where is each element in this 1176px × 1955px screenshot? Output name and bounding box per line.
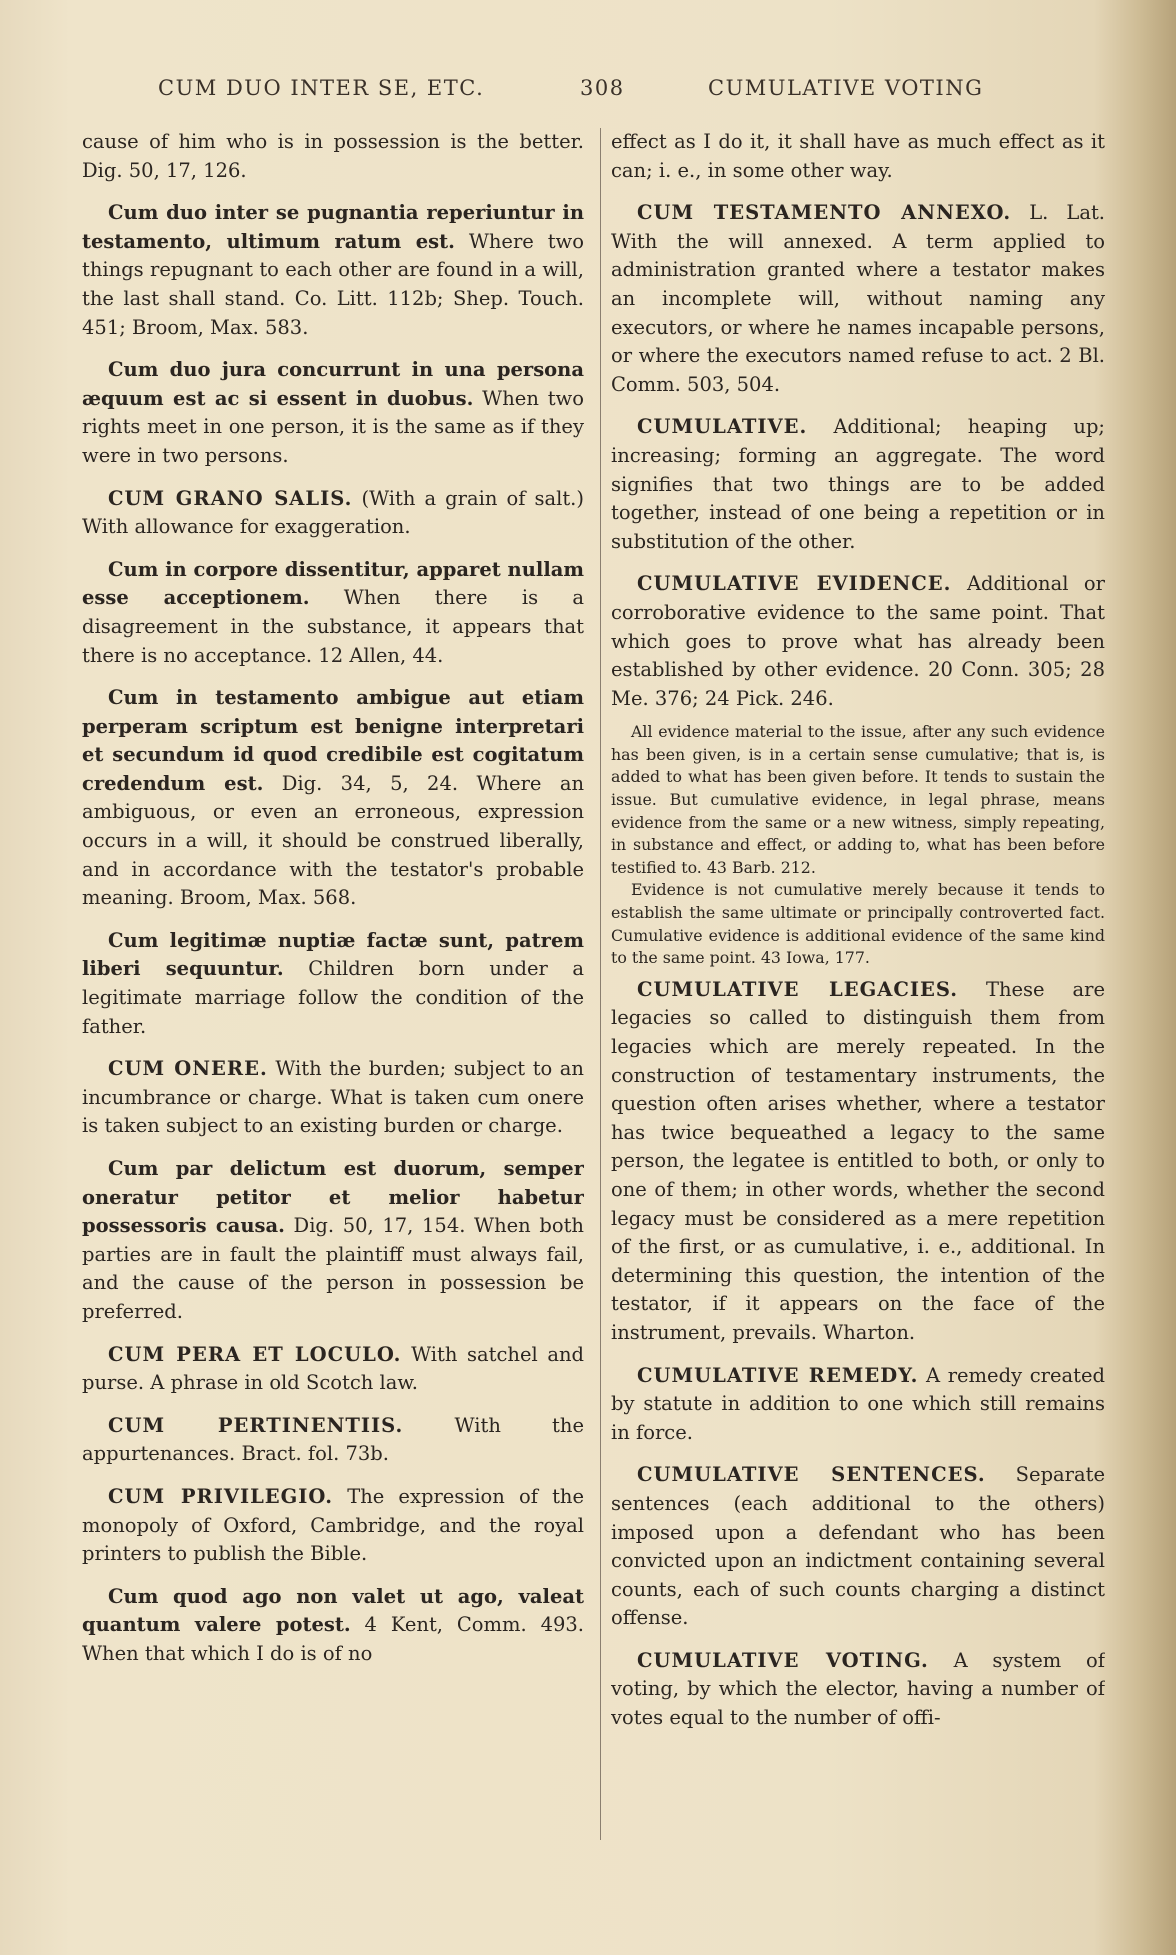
entry-definition: A system of voting, by which the elector, having a number of votes equal to the number of offi- xyxy=(611,1648,1105,1730)
dictionary-entry xyxy=(82,1412,584,1469)
running-head-left: CUM DUO INTER SE, ETC. xyxy=(158,76,485,100)
entry-headword: CUM ONERE. xyxy=(108,1057,268,1081)
entry-definition: The expression of the monopoly of Oxford, Cambridge, and the royal printers to publish the Bible. xyxy=(82,1484,584,1566)
continued-text: cause of him who is in possession is the better. Dig. 50, 17, 126. xyxy=(82,130,584,182)
entry-definition: With the appurtenances. Bract. fol. 73b. xyxy=(82,1413,584,1466)
dictionary-entry xyxy=(611,1647,1105,1733)
entry-definition: Where two things repugnant to each other are found in a will, the last shall stand. Co. Litt. 112b; Shep. Touch. 451; Broom, Max. 583. xyxy=(82,229,584,339)
entry-note: All evidence material to the issue, after any such evidence has been given, is in a certain sense cumulative; that is, is added to what has been given before. It tends to sustain the issue. But cumulative evidence, in legal phrase, means evidence from the same or a new witness, simply repeating, in substance and effect, or adding to, what has been before testified to. 43 Barb. 212. xyxy=(611,722,1105,877)
right-column xyxy=(611,128,1105,1928)
entry-definition: Children born under a legitimate marriage follow the condition of the father. xyxy=(82,957,584,1038)
entry-maxim: Cum quod ago non valet ut ago, valeat quantum valere potest. xyxy=(82,1584,584,1637)
dictionary-entry xyxy=(82,1583,584,1669)
dictionary-entry xyxy=(611,1362,1105,1448)
entry-maxim: Cum duo inter se pugnantia reperiuntur in testamento, ultimum ratum est. xyxy=(82,201,584,253)
entry-headword: CUMULATIVE REMEDY. xyxy=(637,1363,919,1387)
dictionary-entry xyxy=(611,199,1105,399)
entry-headword: CUMULATIVE VOTING. xyxy=(637,1648,929,1672)
entry-maxim: Cum in testamento ambigue aut etiam perperam scriptum est benigne interpretari et secundum id quod credibile est cogitatum credendum est. xyxy=(82,686,584,795)
entry-headword: CUM PRIVILEGIO. xyxy=(108,1484,334,1508)
left-column xyxy=(82,128,584,1928)
entry-maxim: Cum par delictum est duorum, semper oneratur petitor et melior habetur possessoris causa. xyxy=(82,1157,584,1238)
entry-headword: CUM PERA ET LOCULO. xyxy=(108,1342,402,1366)
entry-definition: Dig. 50, 17, 154. When both parties are in fault the plaintiff must always fail, and the cause of the person in possession be preferred. xyxy=(82,1214,584,1323)
page-number: 308 xyxy=(580,76,625,100)
dictionary-entry xyxy=(82,356,584,470)
entry-headword: CUM TESTAMENTO ANNEXO. xyxy=(637,201,1012,225)
entry-definition: When two rights meet in one person, it is the same as if they were in two persons. xyxy=(82,386,584,467)
entry-definition: Additional or corroborative evidence to the same point. That which goes to prove what has already been established by other evidence. 20 Conn. 305; 28 Me. 376; 24 Pick. 246. xyxy=(611,572,1105,710)
dictionary-entry xyxy=(82,1055,584,1141)
entry-headword: CUMULATIVE SENTENCES. xyxy=(637,1463,986,1487)
entry-definition: A remedy created by statute in addition to one which still remains in force. xyxy=(611,1363,1105,1444)
entry-definition: With satchel and purse. A phrase in old Scotch law. xyxy=(82,1342,584,1395)
dictionary-entry xyxy=(82,556,584,670)
dictionary-entry xyxy=(82,1341,584,1398)
dictionary-entry xyxy=(82,927,584,1041)
entry-definition: (With a grain of salt.) With allowance for exaggeration. xyxy=(82,486,584,539)
dictionary-entry xyxy=(82,1155,584,1327)
entry-definition: Separate sentences (each additional to the others) imposed upon a defendant who has been convicted upon an indictment containing several counts, each of such counts charging a distinct offense. xyxy=(611,1463,1105,1630)
dictionary-entry xyxy=(611,413,1105,556)
dictionary-entry xyxy=(611,976,1105,1348)
entry-headword: CUMULATIVE LEGACIES. xyxy=(637,977,959,1001)
column-divider xyxy=(600,128,601,1840)
dictionary-entry xyxy=(82,485,584,542)
entry-definition: Dig. 34, 5, 24. Where an ambiguous, or even an erroneous, expression occurs in a will, it should be construed liberally, and in accordance with the testator's probable meaning. Broom, Max. 568. xyxy=(82,771,584,910)
dictionary-entry xyxy=(611,1461,1105,1633)
dictionary-entry xyxy=(82,1483,584,1569)
entry-headword: CUM PERTINENTIIS. xyxy=(108,1413,404,1437)
entry-definition: These are legacies so called to distinguish them from legacies which are merely repeated. In the construction of testamentary instruments, the question often arises whether, where a testator has twice bequeathed a legacy to the same person, the legatee is entitled to both, or only to one of them; in other words, whether the second legacy must be considered as a mere repetition of the first, or as cumulative, i. e., additional. In determining this question, the intention of the testator, if it appears on the face of the instrument, prevails. Wharton. xyxy=(611,977,1105,1344)
entry-definition: 4 Kent, Comm. 493. When that which I do is of no xyxy=(82,1613,584,1665)
dictionary-entry xyxy=(611,570,1105,713)
entry-maxim: Cum legitimæ nuptiæ factæ sunt, patrem liberi sequuntur. xyxy=(82,928,584,981)
running-head xyxy=(0,76,1176,110)
dictionary-entry xyxy=(82,684,584,913)
dictionary-entry xyxy=(82,199,584,342)
entry-definition: Additional; heaping up; increasing; forming an aggregate. The word signifies that two things are to be added together, instead of one being a repetition or in substitution of the other. xyxy=(611,415,1105,553)
continued-text: effect as I do it, it shall have as much effect as it can; i. e., in some other way. xyxy=(611,130,1105,182)
entry-note: Evidence is not cumulative merely because it tends to establish the same ultimate or principally controverted fact. Cumulative evidence is additional evidence of the same kind to the same point. 43 Iowa, 177. xyxy=(611,880,1105,968)
entry-headword: CUM GRANO SALIS. xyxy=(108,486,353,510)
entry-maxim: Cum duo jura concurrunt in una persona æquum est ac si essent in duobus. xyxy=(82,358,584,410)
entry-definition: With the burden; subject to an incumbrance or charge. What is taken cum onere is taken subject to an existing burden or charge. xyxy=(82,1057,584,1138)
entry-definition: L. Lat. With the will annexed. A term applied to administration granted where a testator makes an incomplete will, without naming any executors, or where he names incapable persons, or where the executors named refuse to act. 2 Bl. Comm. 503, 504. xyxy=(611,201,1105,396)
entry-maxim: Cum in corpore dissentitur, apparet nullam esse acceptionem. xyxy=(82,557,584,610)
entry-headword: CUMULATIVE EVIDENCE. xyxy=(637,572,952,596)
entry-definition: When there is a disagreement in the substance, it appears that there is no acceptance. 12 Allen, 44. xyxy=(82,586,584,667)
running-head-right: CUMULATIVE VOTING xyxy=(708,76,984,100)
entry-headword: CUMULATIVE. xyxy=(637,415,808,439)
